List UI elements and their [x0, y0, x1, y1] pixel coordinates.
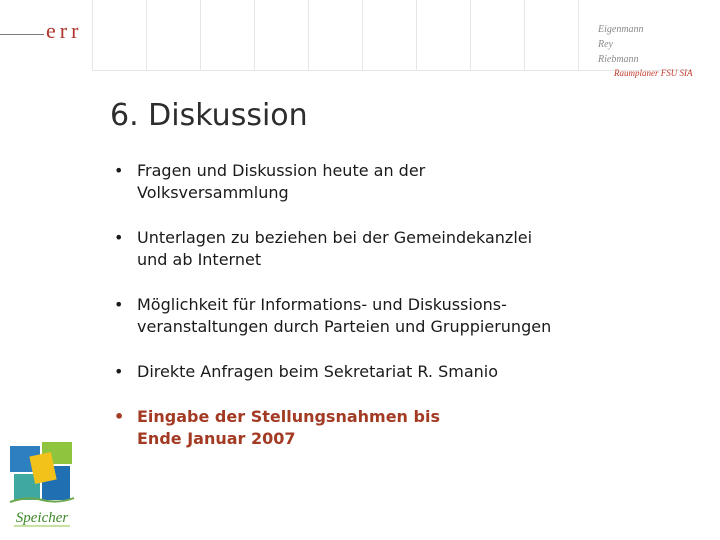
bullet-list — [110, 160, 670, 473]
err-logo: err — [46, 18, 83, 43]
grid-line — [362, 0, 363, 70]
partner-name: Eigenmann — [598, 24, 644, 35]
bullet-text: Ende Januar 2007 — [137, 429, 296, 448]
municipality-logo-icon — [8, 440, 76, 536]
bullet-text: und ab Internet — [137, 250, 262, 269]
bullet-icon: • — [114, 161, 124, 180]
page-title: 6. Diskussion — [110, 98, 308, 133]
bullet-icon: • — [114, 295, 124, 314]
logo-wordmark: Speicher — [15, 510, 69, 526]
partner-subtitle: Raumplaner FSU SIA — [614, 68, 693, 78]
bullet-text: Direkte Anfragen beim Sekretariat R. Smanio — [137, 362, 498, 381]
grid-line — [92, 0, 93, 70]
partner-name: Riebmann — [598, 54, 639, 65]
grid-line — [92, 70, 692, 71]
bullet-icon: • — [114, 407, 125, 426]
bullet-icon: • — [114, 362, 124, 381]
partner-name: Rey — [598, 39, 613, 50]
grid-line — [524, 0, 525, 70]
grid-line — [578, 0, 579, 70]
bullet-text: Unterlagen zu beziehen bei der Gemeindekanzlei — [137, 228, 533, 247]
grid-line — [416, 0, 417, 70]
bullet-text: Volksversammlung — [137, 183, 289, 202]
bullet-text: Fragen und Diskussion heute an der — [137, 161, 426, 180]
partner-list — [598, 22, 658, 67]
bullet-item — [110, 294, 670, 338]
grid-line — [254, 0, 255, 70]
grid-line — [146, 0, 147, 70]
grid-line — [470, 0, 471, 70]
bullet-item-highlight — [110, 406, 670, 450]
bullet-item — [110, 227, 670, 271]
bullet-text: Eingabe der Stellungsnahmen bis — [137, 407, 440, 426]
bullet-item — [110, 160, 670, 204]
bullet-icon: • — [114, 228, 124, 247]
grid-line — [308, 0, 309, 70]
bullet-text: Möglichkeit für Informations- und Diskussions- — [137, 295, 507, 314]
bullet-text: veranstaltungen durch Parteien und Gruppierungen — [137, 317, 552, 336]
logo-underline — [0, 34, 44, 35]
bullet-item — [110, 361, 670, 383]
grid-line — [200, 0, 201, 70]
